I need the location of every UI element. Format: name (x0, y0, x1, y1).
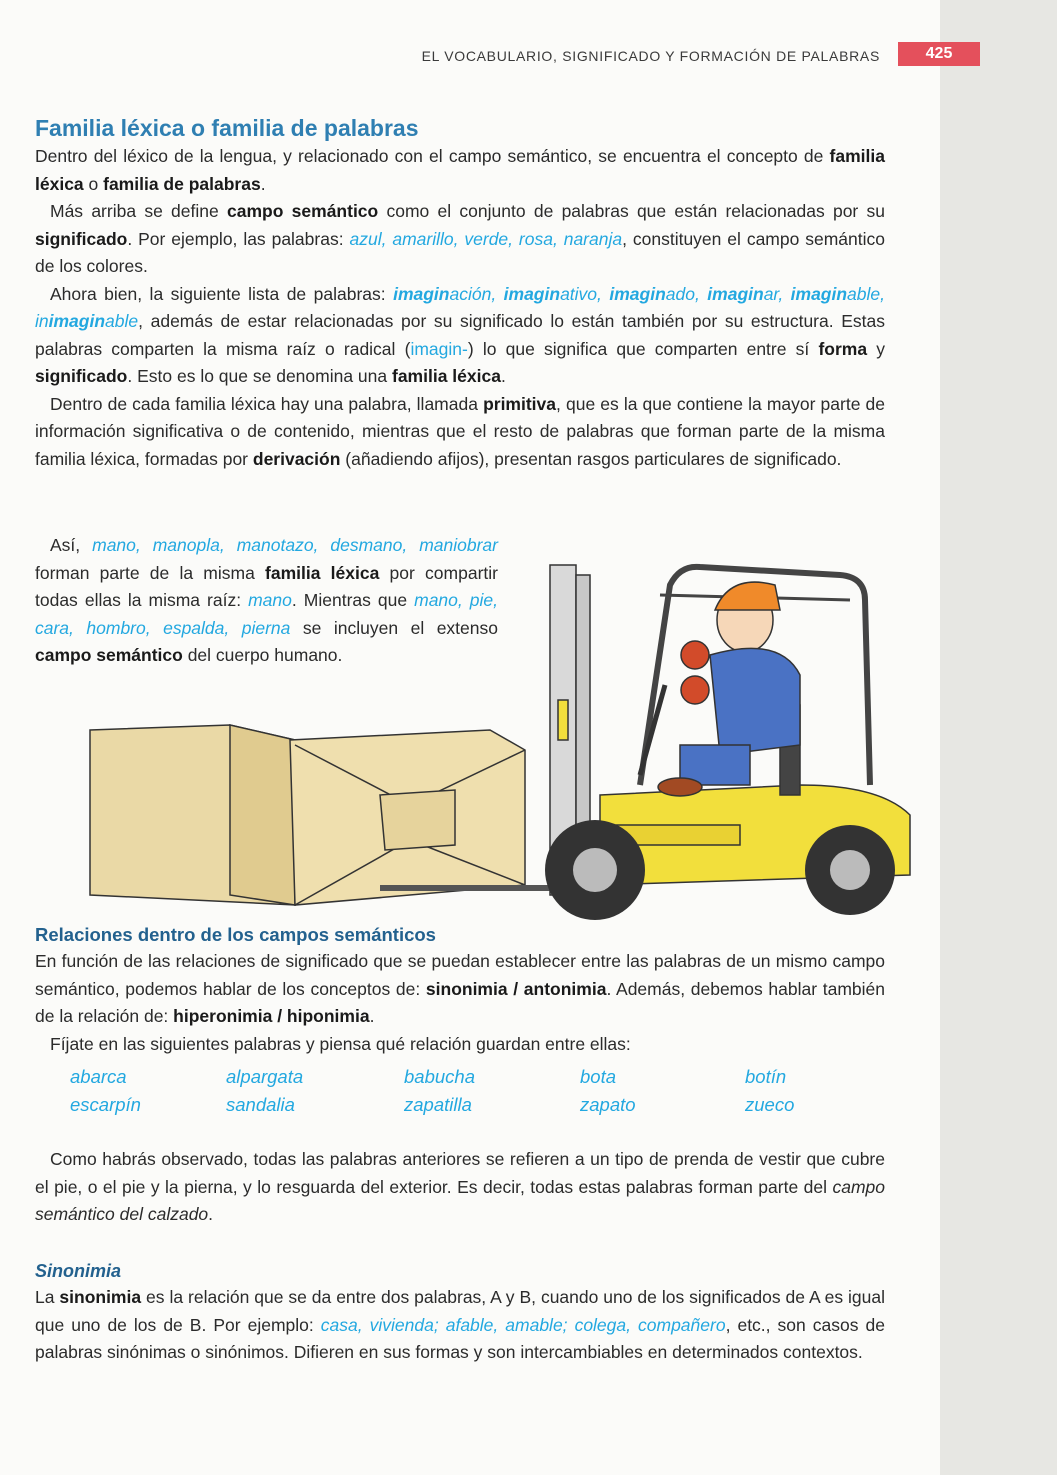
word-item: sandalia (226, 1094, 295, 1115)
word-item: botín (745, 1066, 787, 1087)
worker (658, 582, 800, 796)
word-item: escarpín (70, 1094, 141, 1115)
word-item: abarca (70, 1066, 127, 1087)
paragraph: Dentro del léxico de la lengua, y relacionado con el campo semántico, se encuentra el concepto de familia léxica o familia de palabras. (35, 146, 885, 194)
box-left (90, 725, 295, 905)
page-margin-band (940, 0, 1057, 1475)
root-word: imagin- (410, 338, 468, 359)
word-item: alpargata (226, 1066, 304, 1087)
section-sinonimia (35, 1258, 885, 1367)
word-item: babucha (404, 1066, 475, 1087)
forklift-illustration (80, 555, 920, 935)
wheel-front (545, 820, 645, 920)
paragraph: Así, mano, manopla, manotazo, desmano, maniobrar forman parte de la misma familia léxica por compartir todas ellas la misma raíz: mano. Mientras que mano, pie, cara, hombro, espalda, pierna se incluyen el extenso campo semántico del cuerpo humano. (35, 535, 499, 665)
paragraph: Como habrás observado, todas las palabras anteriores se refieren a un tipo de prenda de vestir que cubre el pie, o el pie y la pierna, y lo resguarda del exterior. Es decir, todas estas palabras forman parte del campo semántico del calzado. (35, 1149, 885, 1224)
paragraph: Ahora bien, la siguiente lista de palabras: imaginación, imaginativo, imaginado, imaginar, imaginable, inimaginable, además de estar relacionadas por su significado lo están también por su estructura. Estas palabras comparten la misma raíz o radical (imagin-) lo que significa que comparten entre sí forma y significado. Esto es lo que se denomina una familia léxica. (35, 283, 886, 386)
fork (380, 885, 550, 891)
paragraph: Dentro de cada familia léxica hay una palabra, llamada primitiva, que es la que contiene la mayor parte de información significativa o de contenido, mientras que el resto de palabras que forman parte de la misma familia léxica, formadas por derivación (añadiendo afijos), presentan rasgos particulares de significado. (35, 393, 885, 469)
header-title: EL VOCABULARIO, SIGNIFICADO Y FORMACIÓN DE PALABRAS (421, 48, 880, 64)
paragraph: En función de las relaciones de significado que se puedan establecer entre las palabras de un mismo campo semántico, podemos hablar de los conceptos de: sinonimia / antonimia. Además, debemos hablar también de la relación de: hiperonimia / hiponimia. (35, 951, 885, 1026)
word-item: zapatilla (404, 1094, 472, 1115)
section-relaciones (35, 922, 885, 1058)
paragraph-calzado-block (35, 1146, 885, 1229)
running-header (0, 42, 980, 66)
word-item: zueco (745, 1094, 795, 1115)
paragraph: La sinonimia es la relación que se da entre dos palabras, A y B, cuando uno de los significados de A es igual que uno de los de B. Por ejemplo: casa, vivienda; afable, amable; colega, compañero, etc., son casos de palabras sinónimas o sinónimos. Difieren en sus formas y son intercambiables en determinados contextos. (35, 1287, 885, 1362)
box-right (290, 730, 525, 905)
section-heading: Sinonimia (35, 1261, 122, 1281)
example-word: imaginación, imaginativo, imaginado, imaginar, imaginable, inimaginable (35, 283, 886, 331)
section-heading: Relaciones dentro de los campos semánticos (35, 924, 436, 945)
section-familia-lexica (35, 113, 885, 473)
example-words: azul, amarillo, verde, rosa, naranja (349, 228, 623, 249)
section-heading: Familia léxica o familia de palabras (35, 115, 419, 141)
page-number: 425 (898, 42, 980, 66)
wheel-rear (805, 825, 895, 915)
word-item: bota (580, 1066, 617, 1087)
paragraph: Fíjate en las siguientes palabras y piensa qué relación guardan entre ellas: (50, 1033, 631, 1054)
word-item: zapato (580, 1094, 636, 1115)
word-list (70, 1066, 870, 1126)
paragraph: Más arriba se define campo semántico como el conjunto de palabras que están relacionadas por su significado. Por ejemplo, las palabras: azul, amarillo, verde, rosa, naranja, constituyen el campo semántico de los colores. (35, 201, 886, 276)
